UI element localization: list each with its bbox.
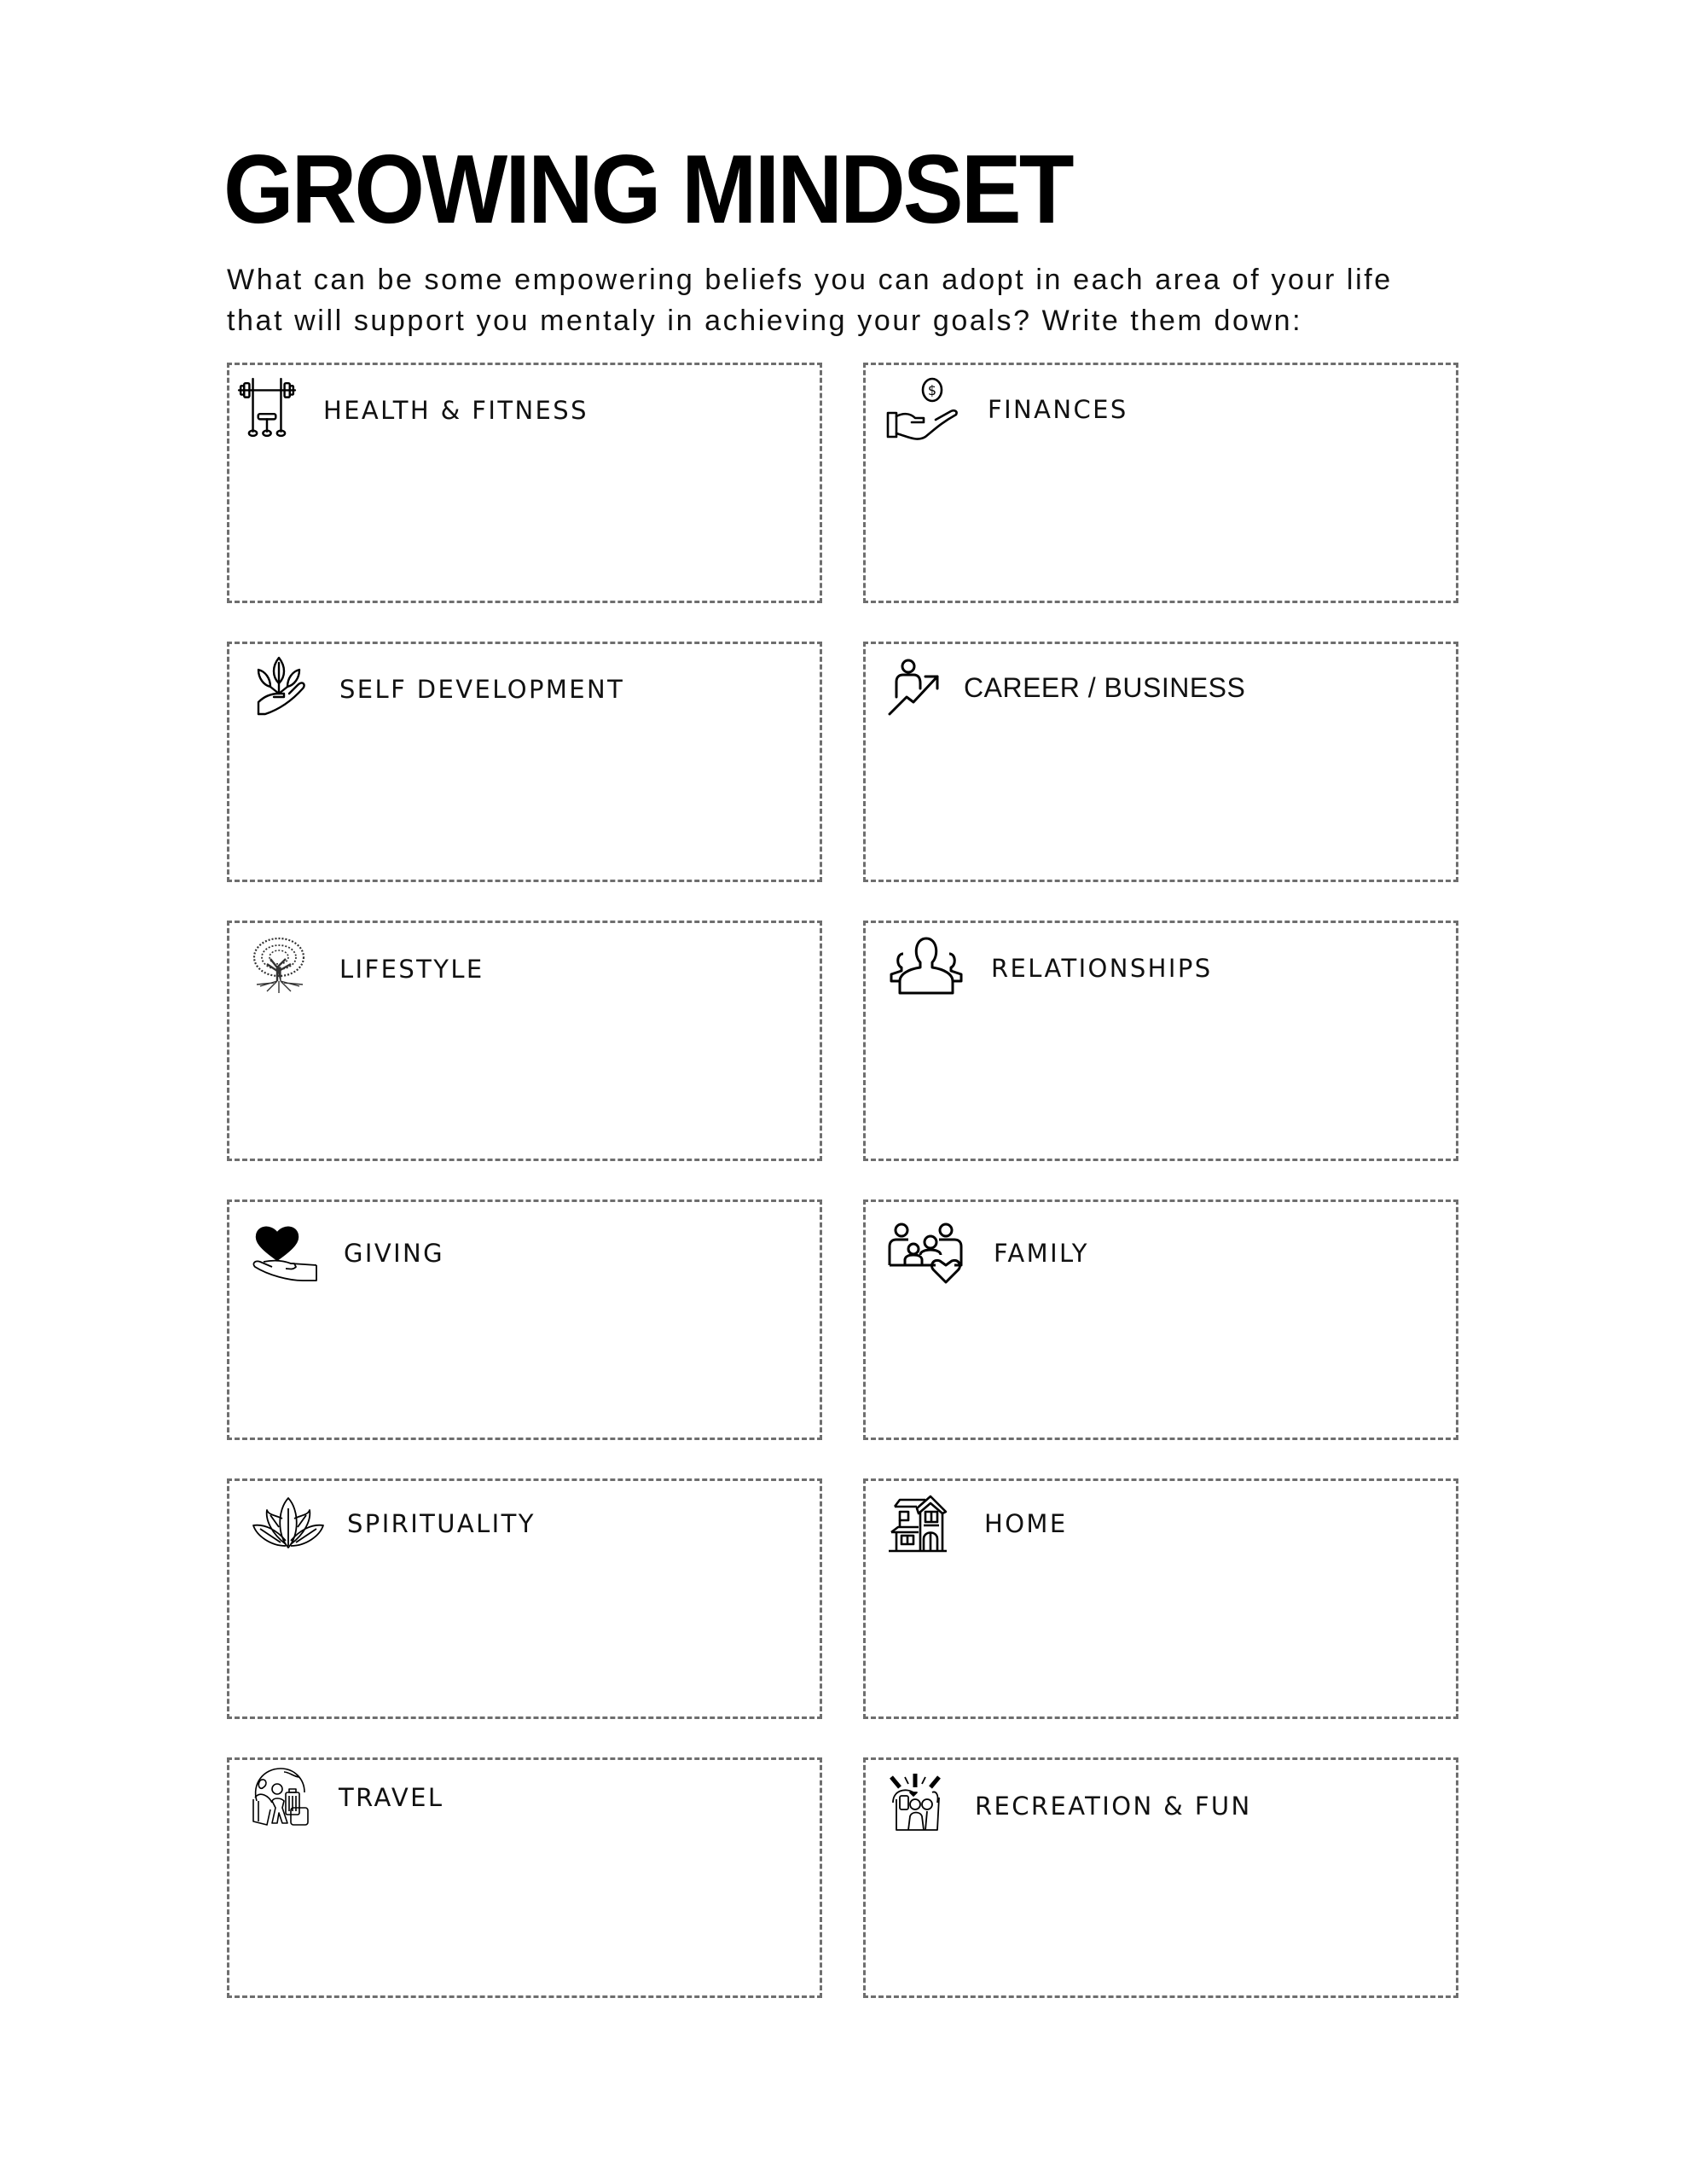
card-label: SPIRITUALITY bbox=[347, 1509, 536, 1538]
card-self-development[interactable] bbox=[227, 642, 822, 882]
barbell-bench-icon bbox=[236, 377, 298, 439]
card-label: FAMILY bbox=[994, 1239, 1089, 1268]
person-growth-arrow-icon bbox=[888, 658, 941, 717]
card-label: FINANCES bbox=[988, 395, 1128, 424]
lotus-icon bbox=[252, 1496, 325, 1549]
card-label: SELF DEVELOPMENT bbox=[339, 675, 625, 704]
card-career-business[interactable] bbox=[863, 642, 1458, 882]
card-giving[interactable] bbox=[227, 1199, 822, 1440]
instructions bbox=[227, 259, 1438, 341]
card-home[interactable] bbox=[863, 1478, 1458, 1719]
card-health-fitness[interactable] bbox=[227, 363, 822, 603]
card-label: GIVING bbox=[344, 1239, 444, 1268]
instructions-line-1: What can be some empowering beliefs you can adopt in each area of your life bbox=[227, 264, 1393, 296]
card-label: HEALTH & FITNESS bbox=[323, 396, 588, 425]
card-spirituality[interactable] bbox=[227, 1478, 822, 1719]
card-finances[interactable] bbox=[863, 363, 1458, 603]
card-label: LIFESTYLE bbox=[339, 955, 484, 984]
page-title: GROWING MINDSET bbox=[223, 136, 1072, 244]
card-label: CAREER / BUSINESS bbox=[964, 672, 1246, 703]
svg-text:$: $ bbox=[927, 382, 937, 398]
card-label: RECREATION & FUN bbox=[975, 1792, 1252, 1821]
card-lifestyle[interactable] bbox=[227, 921, 822, 1161]
card-family[interactable] bbox=[863, 1199, 1458, 1440]
family-heart-icon bbox=[888, 1223, 965, 1284]
card-label: RELATIONSHIPS bbox=[991, 954, 1213, 983]
group-people-icon bbox=[888, 937, 965, 996]
hand-sprout-icon bbox=[255, 654, 310, 717]
card-relationships[interactable] bbox=[863, 921, 1458, 1161]
tree-of-life-icon bbox=[252, 937, 306, 995]
card-label: TRAVEL bbox=[339, 1783, 444, 1812]
hand-heart-icon bbox=[252, 1223, 320, 1284]
card-recreation-fun[interactable] bbox=[863, 1757, 1458, 1998]
card-label: HOME bbox=[984, 1509, 1068, 1538]
house-icon bbox=[888, 1495, 948, 1553]
card-travel[interactable] bbox=[227, 1757, 822, 1998]
celebrating-friends-icon bbox=[888, 1772, 942, 1832]
hand-dollar-coin-icon bbox=[886, 377, 959, 440]
instructions-line-2: that will support you mentaly in achieving your goals? Write them down: bbox=[227, 305, 1303, 337]
globe-traveler-luggage-icon bbox=[250, 1767, 311, 1828]
